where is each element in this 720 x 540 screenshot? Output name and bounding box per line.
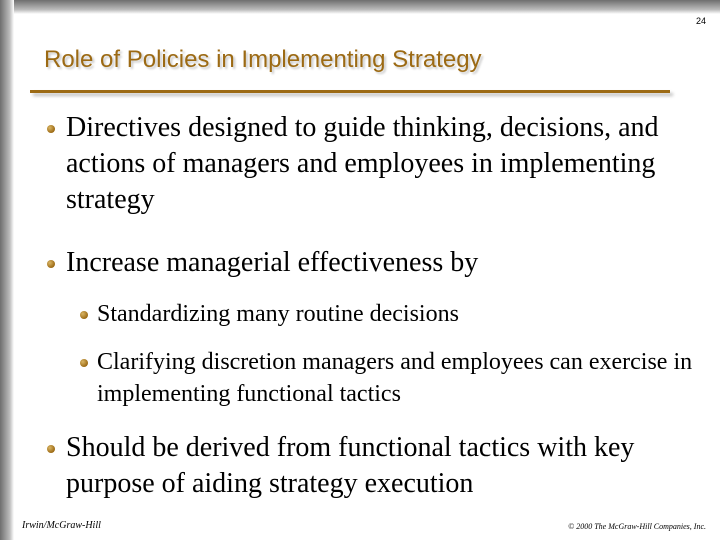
bullet-dot-icon: [80, 359, 88, 367]
bullet-item: [66, 110, 706, 218]
bullet-dot-icon: [80, 311, 88, 319]
bullet-dot-icon: [47, 125, 55, 133]
bullet-dot-icon: [47, 260, 55, 268]
footer-copyright: © 2000 The McGraw-Hill Companies, Inc.: [568, 522, 706, 531]
bullet-text: Should be derived from functional tactics with key purpose of aiding strategy execution: [66, 432, 635, 499]
sub-bullet-item: [97, 298, 697, 330]
page-number: 24: [695, 16, 706, 26]
bullet-dot-icon: [47, 445, 55, 453]
sub-bullet-text: Standardizing many routine decisions: [97, 301, 459, 327]
footer-publisher: Irwin/McGraw-Hill: [22, 520, 101, 531]
bullet-text: Increase managerial effectiveness by: [66, 247, 479, 278]
bullet-item: [66, 430, 706, 502]
slide-title: Role of Policies in Implementing Strategy: [44, 46, 482, 73]
sub-bullet-text: Clarifying discretion managers and employees can exercise in implementing functional tactics: [97, 349, 693, 407]
bullet-item: [66, 245, 706, 281]
sub-bullet-item: [97, 346, 697, 410]
bullet-text: Directives designed to guide thinking, decisions, and actions of managers and employees in implementing strategy: [66, 112, 659, 215]
